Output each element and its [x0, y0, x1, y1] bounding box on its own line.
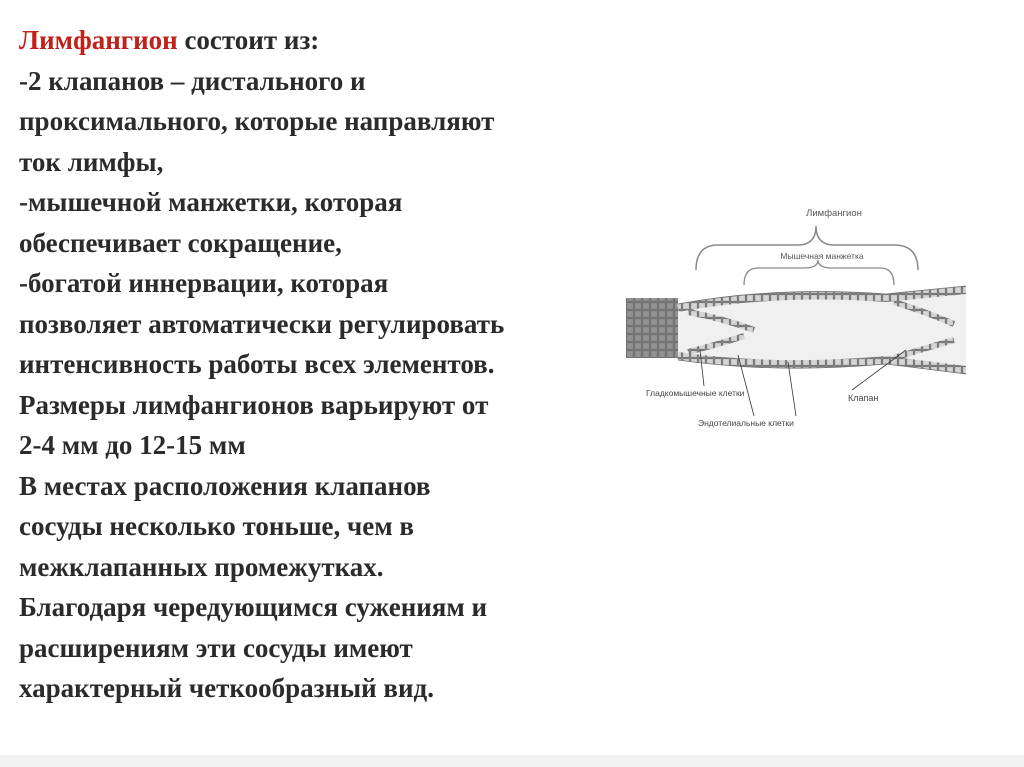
- label-lymphangion: Лимфангион: [806, 208, 862, 219]
- label-valve: Клапан: [848, 393, 879, 403]
- text-line-16: характерный четкообразный вид.: [19, 673, 434, 703]
- text-line-8: интенсивность работы всех элементов.: [19, 349, 495, 379]
- label-smooth-muscle: Гладкомышечные клетки: [646, 388, 745, 398]
- term-lymphangion: Лимфангион: [19, 25, 178, 55]
- title-rest: состоит из:: [177, 25, 320, 55]
- text-line-14: Благодаря чередующимся сужениям и: [19, 592, 488, 622]
- text-line-5: обеспечивает сокращение,: [19, 227, 342, 258]
- bottom-strip: [0, 755, 1024, 767]
- text-line-10: 2-4 мм до 12-15 мм: [19, 430, 246, 460]
- text-line-7: позволяет автоматически регулировать: [19, 308, 505, 339]
- text-line-4: -мышечной манжетки, которая: [19, 187, 403, 217]
- text-line-11: В местах расположения клапанов: [19, 470, 431, 501]
- text-line-6: -богатой иннервации, которая: [19, 268, 389, 298]
- stump-texture: [626, 298, 678, 358]
- slide-text: [19, 20, 639, 709]
- text-line-15: расширениям эти сосуды имеют: [19, 632, 413, 663]
- muscle-cuff-brace: [744, 260, 894, 285]
- text-line-2: проксимального, которые направляют: [19, 106, 495, 136]
- title-line: [19, 20, 639, 61]
- label-endothelial: Эндотелиальные клетки: [698, 418, 794, 428]
- lymphangion-diagram: [626, 190, 966, 440]
- text-line-13: межклапанных промежутках.: [19, 551, 384, 582]
- pointer-endothelial-2: [788, 362, 796, 416]
- text-line-3: ток лимфы,: [19, 146, 164, 177]
- lymphangion-brace: [696, 226, 918, 270]
- text-line-12: сосуды несколько тоньше, чем в: [19, 511, 414, 541]
- text-line-9: Размеры лимфангионов варьируют от: [19, 389, 489, 420]
- text-line-1: -2 клапанов – дистального и: [19, 65, 366, 96]
- label-muscle-cuff: Мышечная манжетка: [780, 251, 864, 261]
